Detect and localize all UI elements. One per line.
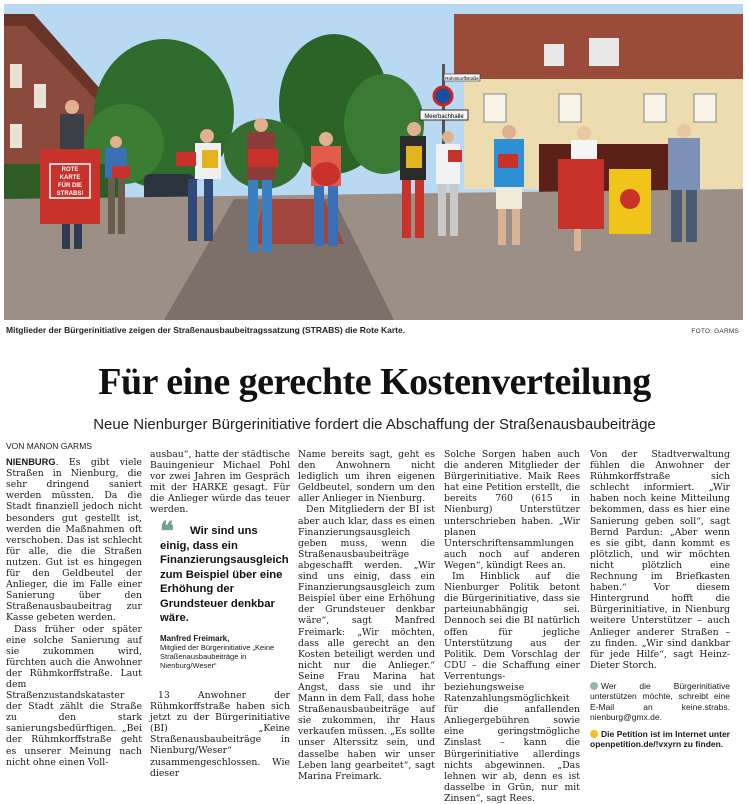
street-sign-text: Meerbachhalle [424, 114, 464, 120]
info-box [590, 681, 730, 750]
column-3 [298, 449, 435, 782]
quote-author: Manfred Freimark, [160, 633, 230, 643]
sign-line-2: KARTE [59, 175, 81, 181]
sign-line-1: ROTE [61, 167, 79, 173]
street-sign-2-text: Rühmkorffstraße [445, 76, 479, 81]
photo-credit: FOTO: GARMS [691, 328, 739, 335]
quote-mark-icon: ❝ [160, 516, 174, 546]
column-1 [6, 441, 142, 768]
column-4 [444, 449, 580, 804]
quote-text: Wir sind uns einig, dass ein Finanzierungsausgleich zum Beispiel über eine Erhöhung der Grundsteuer denkbar wäre. [160, 525, 289, 624]
photo-caption: Mitglieder der Bürgerinitiative zeigen der Straßenausbaubeitragssatzung (STRABS) die Rote Karte. [6, 325, 406, 335]
article-photo [4, 4, 743, 320]
paragraph-text: . Es gibt viele Straßen in Nienburg, die sehr dringend saniert werden müssten. Da die Stadt finanziell jedoch nicht besonders gut gestellt ist, werden die Maßnahmen oft verschoben. Das ist schlecht für alle, die die Straßen nutzen. Gut ist es hingegen für den Geldbeutel der Anlieger, die im Falle einer Sanierung über den Straßenausbaubeitrag zur Kasse gebeten werden. [6, 457, 142, 624]
paragraph: Im Hinblick auf die Nienburger Politik betont die Bürgerinitiative, dass sie parteiunabhängig sei. Dennoch sei die BI natürlich offen für jegliche Unterstützung aus der Politik. Dem Vorschlag der CDU – die Schaffung einer Verrentungs- beziehungsweise Ratenzahlungsmöglichkeit für die anfallenden Anliegergebühren sowie eine geringstmögliche Zinslast – kann die Bürgerinitiative allerdings nichts abgewinnen. „Das lehnen wir ab, denn es ist dasselbe in Grün, nur mit Zinsen“, sagt Rees. [444, 571, 580, 804]
dateline-place: NIENBURG [6, 457, 56, 468]
info-text: Wer die Bürgerinitiative unterstützen möchte, schreibt eine E-Mail an keine.strabs. nienburg@gmx.de. [590, 680, 730, 723]
headline: Für eine gerechte Kostenverteilung [98, 361, 651, 403]
column-2 [150, 449, 290, 516]
info-item-petition [590, 729, 730, 750]
paragraph: Den Mitgliedern der BI ist aber auch klar, dass es einen Finanzierungsausgleich geben muss, wenn die Straßenausbaubeiträge abgeschafft werden. „Wir sind uns einig, dass ein Finanzierungsausgleich zum Beispiel über eine Erhöhung der Grundsteuer denkbar wäre“, sagt Manfred Freimark: „Wir möchten, dass alle gerecht an den Kosten beteiligt werden und nicht nur die Anlieger.“ Seine Frau Marina hat Angst, dass sie und ihr Mann in dem Fall, dass hohe Straßenausbaubeiträge auf sie zukommen, ihr Haus verkaufen müssen. „Es sollte unser Alterssitz sein, und dasselbe haben wir unser Leben lang gearbeitet“, sagt Marina Freimark. [298, 504, 435, 782]
quote-role: Mitglied der Bürgerinitiative „Keine Straßenausbaubeiträge in Nienburg/Weser“ [160, 642, 275, 670]
paragraph: ausbau“, hatte der städtische Bauingenieur Michael Pohl vor zwei Jahren im Gespräch mit der HARKE gesagt. Für die Anlieger würde das teuer werden. [150, 449, 290, 516]
info-text: Die Petition ist im Internet unter openpetition.de/!vxyrn zu finden. [590, 728, 730, 750]
paragraph: Von der Stadtverwaltung fühlen die Anwohner der Rühmkorffstraße sich schlecht informiert. „Wir haben noch keine Mitteilung bekommen, dass es hier eine Sanierung geben soll“, sagt Bernd Pardun: „Aber wenn es sie gibt, dann kommt es plötzlich, und wir möchten nicht plötzlich eine Rechnung im Briefkasten haben.“ Vor diesem Hintergrund hofft die Bürgerinitiative, in Nienburg weitere Unterstützer – auch Anlieger anderer Straßen – zu finden. „Wir sind dankbar für jede Hilfe“, sagt Heinz-Dieter Storch. [590, 449, 730, 671]
column-2-bottom [150, 690, 290, 779]
pull-quote [160, 516, 289, 670]
sign-line-3: FÜR DIE [58, 183, 82, 189]
info-item-email [590, 681, 730, 723]
subheadline: Neue Nienburger Bürgerinitiative fordert die Abschaffung der Straßenausbaubeiträge [93, 416, 656, 433]
column-5 [590, 449, 730, 750]
bullet-dot-icon [590, 730, 598, 738]
paragraph: 13 Anwohner der Rühmkorffstraße haben sich jetzt zu der Bürgerinitiative (BI) „Keine Straßenausbaubeiträge in Nienburg/Weser“ zusammengeschlossen. Wie dieser [150, 690, 290, 779]
sign-line-4: STRABS! [56, 191, 84, 197]
bullet-dot-icon [590, 682, 598, 690]
paragraph: Solche Sorgen haben auch die anderen Mitglieder der Bürgerinitiative. Maik Rees hat eine Petition erstellt, die bereits 760 (615 in Nienburg) Unterstützer unterschrieben haben. „Wir planen Unterschriftensammlungen auch noch auf anderen Wegen“, kündigt Rees an. [444, 449, 580, 571]
paragraph: Name bereits sagt, geht es den Anwohnern nicht lediglich um ihren eigenen Geldbeutel, sondern um den aller Anlieger in Nienburg. [298, 449, 435, 505]
byline: VON MANON GARMS [6, 441, 92, 451]
paragraph: Dass früher oder später eine solche Sanierung auf sie zukommen wird, fürchten auch die Anwohner der Rühmkorffstraße. Laut dem Straßenzustandskataster der Stadt zählt die Straße zu den stark sanierungsbedürftigen. „Bei der Rühmkorffstraße geht es unserer Meinung nach nicht ohne einen Voll- [6, 623, 142, 768]
paragraph [6, 457, 142, 623]
